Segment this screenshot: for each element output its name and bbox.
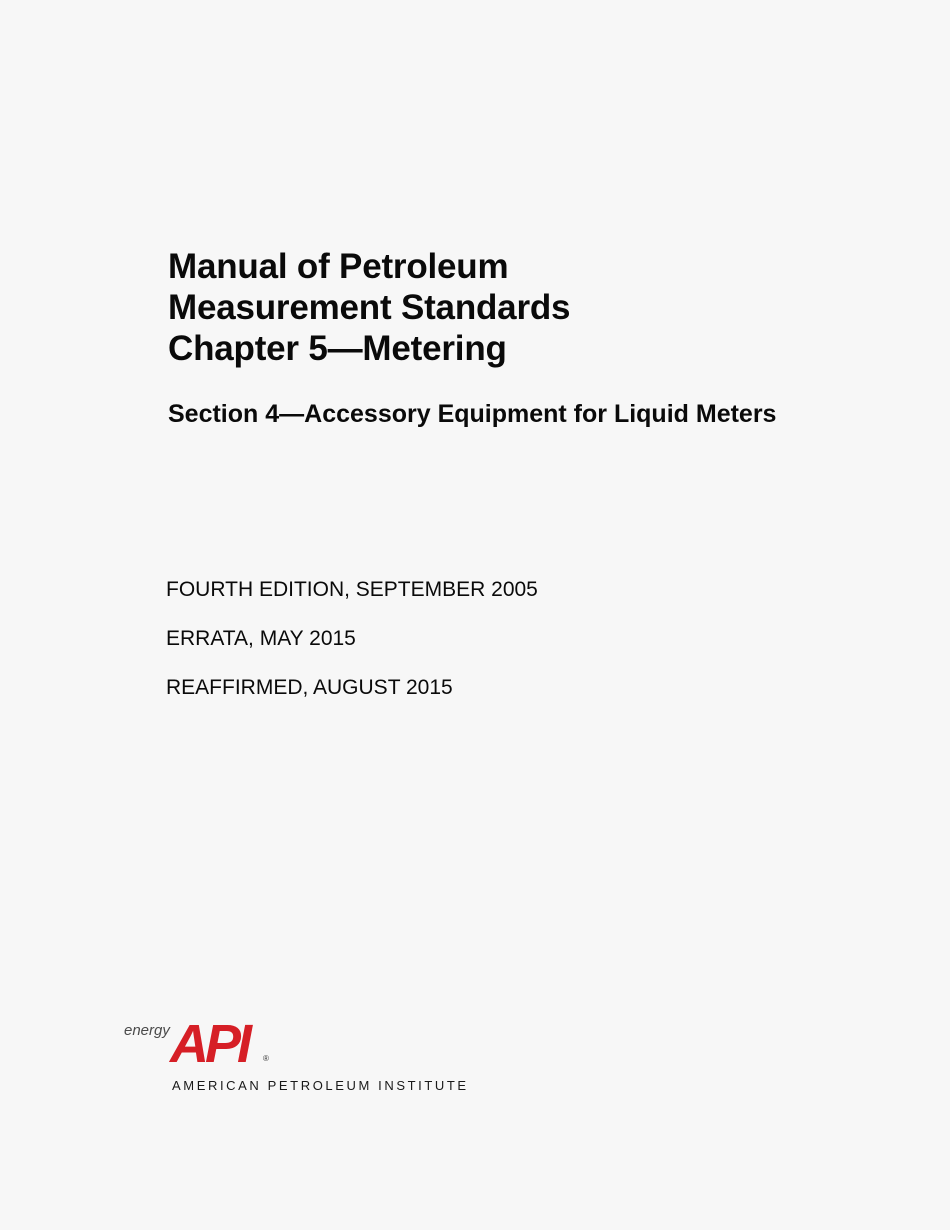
edition-line-errata: ERRATA, MAY 2015	[166, 627, 356, 650]
logo-tagline: energy	[124, 1022, 170, 1039]
edition-history	[166, 578, 538, 725]
api-logo-mark-icon	[124, 1012, 284, 1074]
title-line-standards: Measurement Standards	[168, 288, 571, 327]
edition-line-fourth: FOURTH EDITION, SEPTEMBER 2005	[166, 578, 538, 601]
section-title: Section 4—Accessory Equipment for Liquid Meters	[168, 400, 777, 428]
logo-mark-text: API	[170, 1014, 249, 1074]
title-line-manual: Manual of Petroleum	[168, 247, 509, 286]
registered-mark: ®	[263, 1054, 269, 1063]
api-logo	[124, 1012, 469, 1102]
title-line-chapter: Chapter 5—Metering	[168, 329, 507, 368]
document-title	[168, 246, 908, 369]
organization-name: AMERICAN PETROLEUM INSTITUTE	[172, 1078, 469, 1093]
edition-line-reaffirmed: REAFFIRMED, AUGUST 2015	[166, 676, 453, 699]
